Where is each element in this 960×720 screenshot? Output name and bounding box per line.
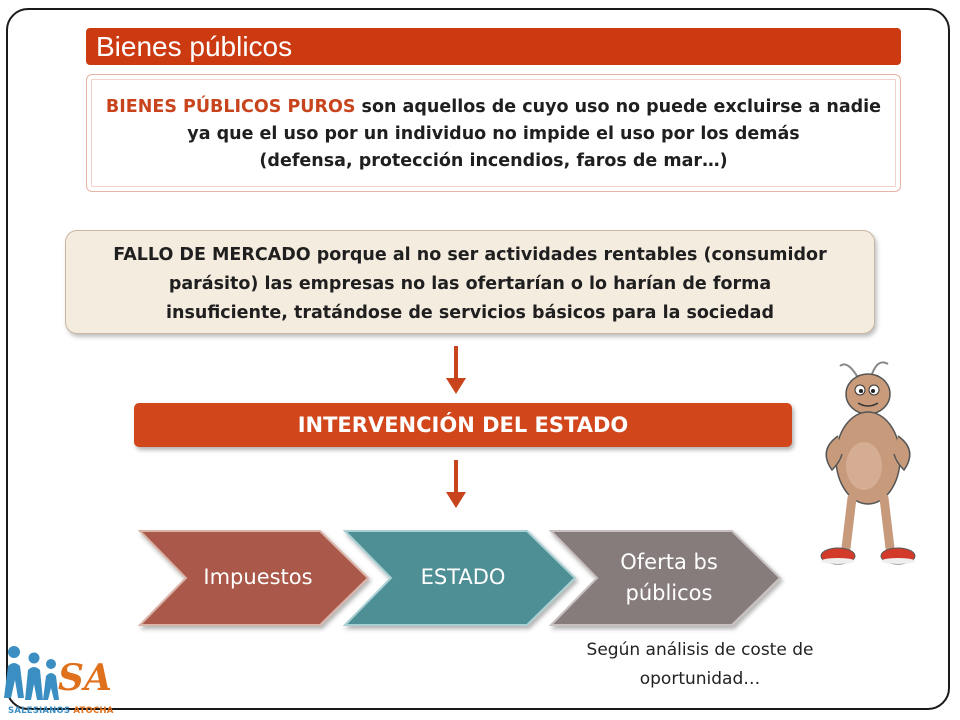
definition-line-2: ya que el uso por un individuo no impide el uso por los demás xyxy=(187,124,800,144)
process-step-offer: Oferta bs públicos xyxy=(620,550,718,605)
market-failure-line-3: insuficiente, tratándose de servicios básicos para la sociedad xyxy=(165,303,775,323)
cost-note: Según análisis de coste de oportunidad… xyxy=(586,640,814,689)
process-step-taxes: Impuestos xyxy=(203,565,313,589)
free-rider-cartoon-icon xyxy=(812,358,927,570)
process-step-state: ESTADO xyxy=(420,565,506,589)
market-failure-line-1: FALLO DE MERCADO porque al no ser actividades rentables (consumidor xyxy=(113,245,827,265)
logo-name: SALESIANOS ATOCHA xyxy=(8,706,114,716)
logo-mark: SA xyxy=(58,657,112,699)
slide-title: Bienes públicos xyxy=(86,28,901,65)
definition-highlight: BIENES PÚBLICOS PUROS xyxy=(105,97,356,117)
definition-line-3: (defensa, protección incendios, faros de mar…) xyxy=(259,151,728,171)
state-intervention-banner: INTERVENCIÓN DEL ESTADO xyxy=(134,403,792,447)
market-failure-line-2: parásito) las empresas no las ofertarían o lo harían de forma xyxy=(168,274,772,294)
definition-line-1: BIENES PÚBLICOS PUROS son aquellos de cuyo uso no puede excluirse a nadie xyxy=(105,97,882,117)
